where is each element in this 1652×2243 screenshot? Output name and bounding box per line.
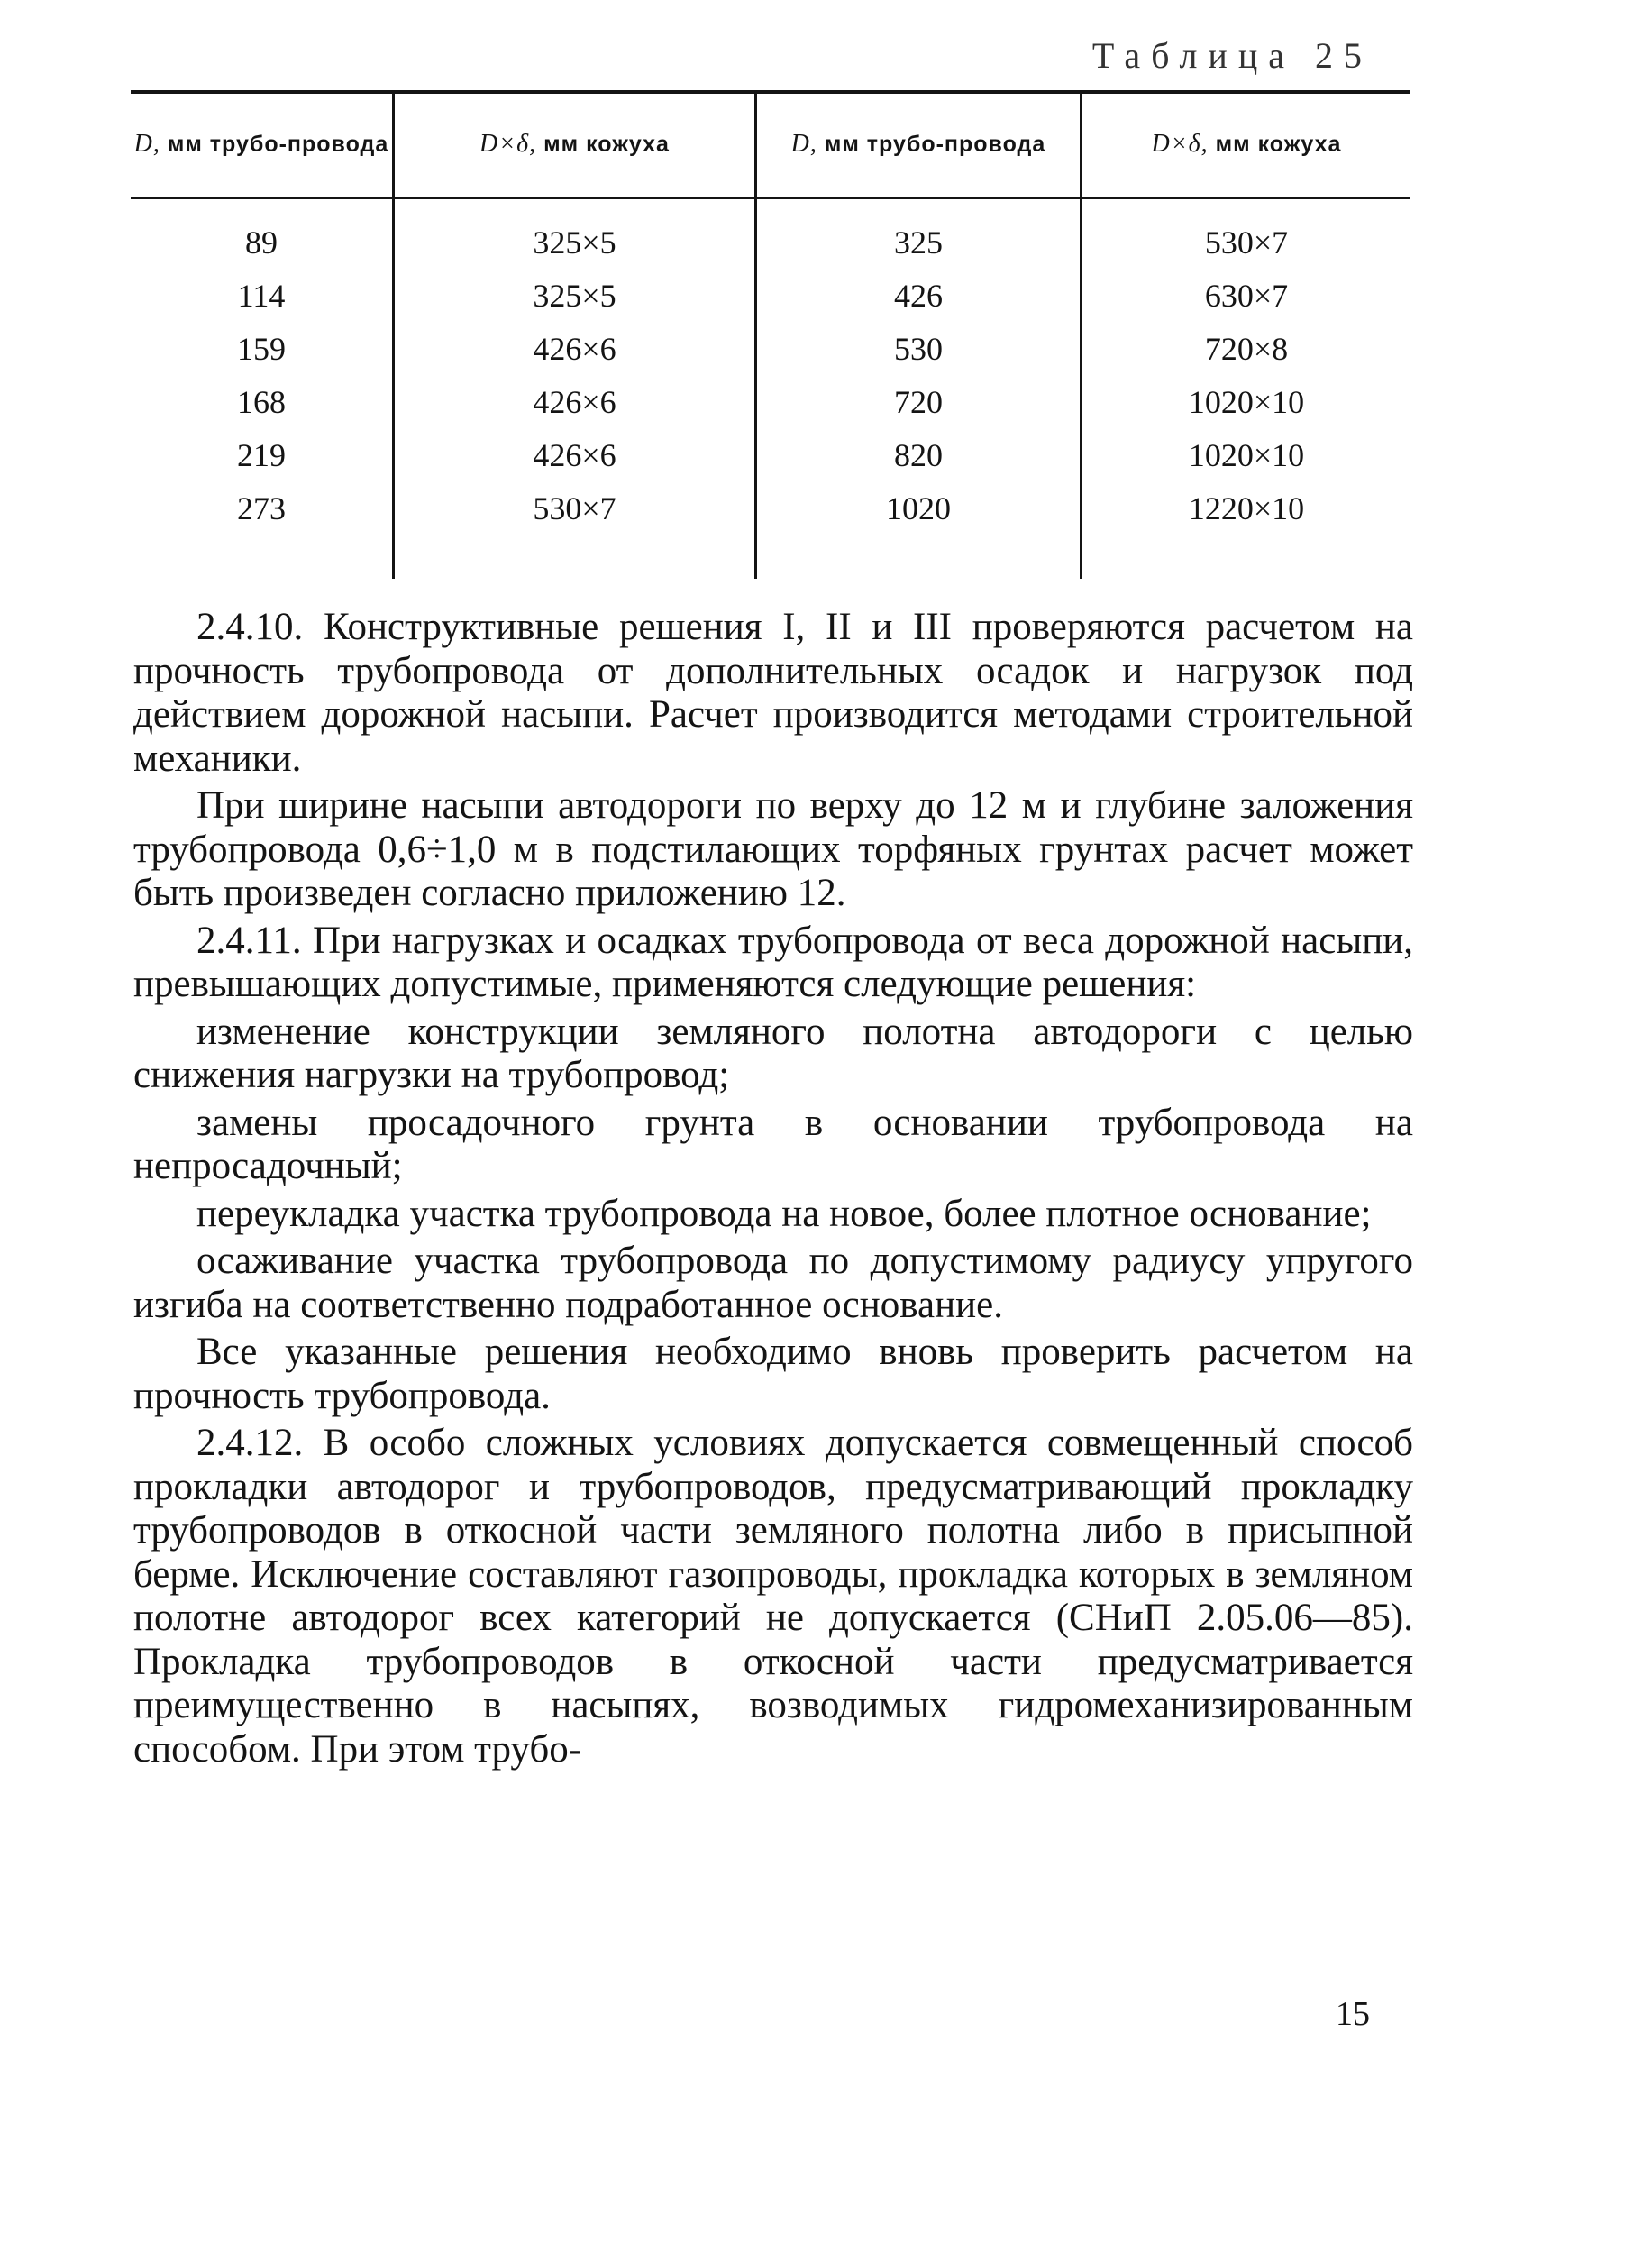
table-header-rule — [131, 197, 1410, 199]
list-item: переукладка участка трубопровода на новое, более плотное основание; — [196, 1192, 1372, 1235]
table-cell: 1020×10 — [1188, 384, 1305, 420]
table-cell: 168 — [237, 384, 286, 420]
table-cell: 219 — [237, 437, 286, 473]
table-cell: 530×7 — [1204, 224, 1289, 261]
table-cell: 159 — [237, 331, 286, 367]
body-text — [133, 606, 1413, 1775]
paragraph-2-4-10: 2.4.10. Конструктивные решения I, II и III проверяются расчетом на прочность трубопровода от дополнительных осадок и нагрузок под действием дорожной насыпи. Расчет производится методами строительной механики. — [133, 606, 1413, 780]
table-cell: 426 — [894, 278, 943, 314]
table-cell: 1220×10 — [1188, 490, 1305, 526]
table-header-cell: D, мм трубо-провода — [133, 130, 389, 158]
table-cell: 820 — [894, 437, 943, 473]
table-cell: 530 — [894, 331, 943, 367]
table-cell: 325 — [894, 224, 943, 261]
table-cell: 720 — [894, 384, 943, 420]
table-cell: 720×8 — [1204, 331, 1289, 367]
table-cell: 426×6 — [533, 331, 616, 367]
table-column-casing-size — [395, 216, 754, 536]
table-top-rule — [131, 90, 1410, 94]
pipe-casing-table — [131, 90, 1410, 581]
table-cell: 426×6 — [533, 384, 616, 420]
paragraph: Все указанные решения необходимо вновь проверить расчетом на прочность трубопровода. — [133, 1331, 1413, 1417]
table-header-cell: D×δ, мм кожуха — [1151, 130, 1342, 158]
list-item: осаживание участка трубопровода по допустимому радиусу упругого изгиба на соответственно подработанное основание. — [133, 1240, 1413, 1326]
table-cell: 426×6 — [533, 437, 616, 473]
table-caption: Таблица 25 — [1091, 35, 1373, 76]
table-cell: 1020 — [886, 490, 951, 526]
table-cell: 630×7 — [1204, 278, 1289, 314]
paragraph-2-4-11: 2.4.11. При нагрузках и осадках трубопровода от веса дорожной насыпи, превышающих допустимые, применяются следующие решения: — [133, 919, 1413, 1005]
table-cell: 325×5 — [533, 278, 616, 314]
table-cell: 530×7 — [533, 490, 616, 526]
table-header-cell: D×δ, мм кожуха — [479, 130, 670, 158]
table-cell: 114 — [237, 278, 286, 314]
table-column-casing-size — [1082, 216, 1410, 536]
table-column-pipe-diameter — [131, 216, 392, 536]
table-cell: 325×5 — [533, 224, 616, 261]
table-column-pipe-diameter — [757, 216, 1080, 536]
table-cell: 273 — [237, 490, 286, 526]
table-cell: 1020×10 — [1188, 437, 1305, 473]
paragraph: При ширине насыпи автодороги по верху до 12 м и глубине заложения трубопровода 0,6÷1,0 м в подстилающих торфяных грунтах расчет может быть произведен согласно приложению 12. — [133, 784, 1413, 914]
paragraph-2-4-12: 2.4.12. В особо сложных условиях допускается совмещенный способ прокладки автодорог и трубопроводов, предусматривающий прокладку трубопроводов в откосной части земляного полотна либо в присыпной берме. Исключение составляют газопроводы, прокладка которых в земляном полотне автодорог всех категорий не допускается (СНиП 2.05.06—85). Прокладка трубопроводов в откосной части предусматривается преимущественно в насыпях, возводимых гидромеханизированным способом. При этом трубо- — [133, 1422, 1413, 1771]
list-item: замены просадочного грунта в основании трубопровода на непросадочный; — [133, 1101, 1413, 1187]
list-item: изменение конструкции земляного полотна автодороги с целью снижения нагрузки на трубопровод; — [133, 1010, 1413, 1096]
table-header-cell: D, мм трубо-провода — [790, 130, 1046, 158]
table-cell: 89 — [245, 224, 278, 261]
page-number: 15 — [1336, 1995, 1370, 2033]
